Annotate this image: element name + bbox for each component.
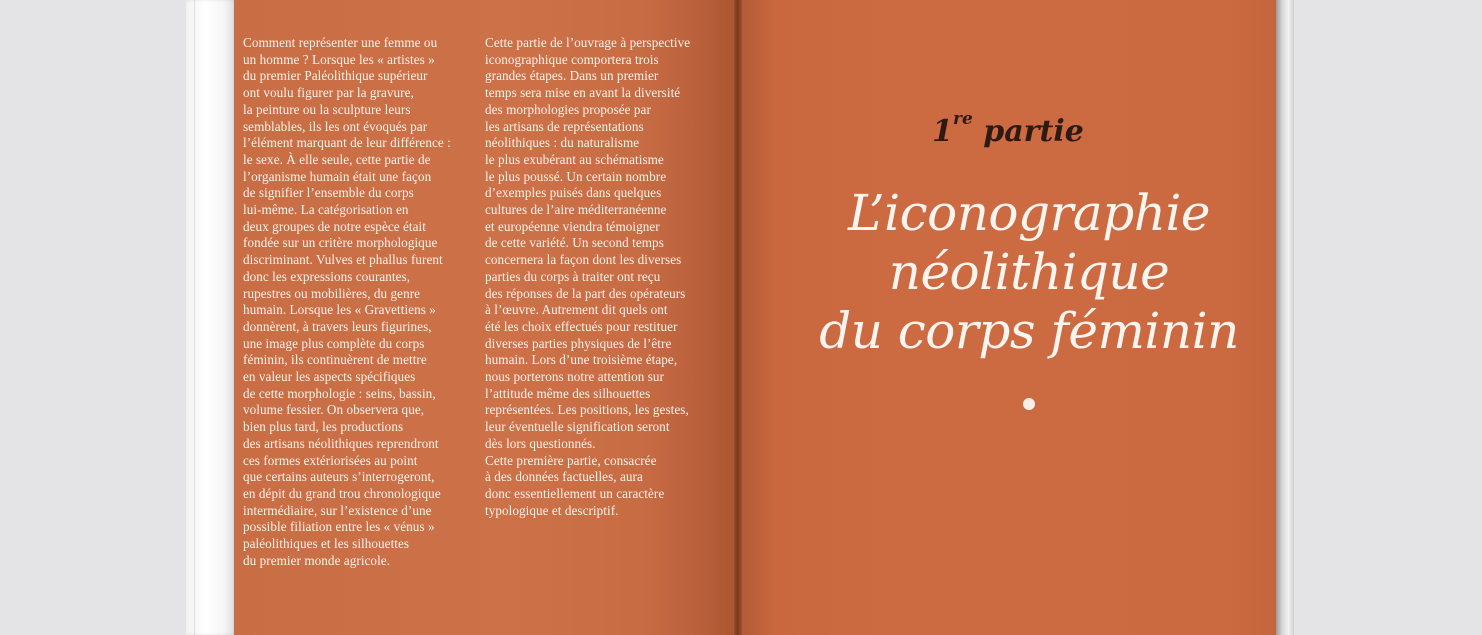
paragraph-line: humain. Lorsque les « Gravettiens »	[243, 302, 436, 318]
paragraph-line: représentées. Les positions, les gestes,	[485, 402, 689, 418]
paragraph-line: paléolithiques et les silhouettes	[243, 536, 410, 552]
chapter-title-line: du corps féminin	[819, 302, 1239, 360]
paragraph-line: une image plus complète du corps	[243, 335, 425, 351]
paragraph-line: possible filiation entre les « vénus »	[243, 519, 435, 535]
paragraph-line: bien plus tard, les productions	[243, 419, 404, 435]
paragraph-line: deux groupes de notre espèce était	[243, 218, 426, 234]
paragraph-line: à des données factuelles, aura	[485, 469, 643, 485]
part-number: 1	[932, 114, 954, 149]
part-word: partie	[972, 114, 1084, 149]
paragraph-line: donc essentiellement un caractère	[485, 485, 665, 501]
paragraph-line: donnèrent, à travers leurs figurines,	[243, 318, 432, 334]
paragraph-line: semblables, ils les ont évoqués par	[243, 118, 428, 134]
chapter-title	[738, 184, 1320, 361]
ornament-dot	[1023, 398, 1035, 410]
paragraph-line: ces formes extériorisées au point	[243, 452, 418, 468]
chapter-title-line: L’iconographie	[847, 184, 1211, 242]
paragraph-line: donc les expressions courantes,	[243, 268, 411, 284]
paragraph-line: leur éventuelle signification seront	[485, 419, 670, 435]
paragraph-line: cultures de l’aire méditerranéenne	[485, 202, 667, 218]
paragraph-line: des morphologies proposée par	[485, 101, 651, 117]
paragraph-line: été les choix effectués pour restituer	[485, 318, 678, 334]
paragraph-line: des réponses de la part des opérateurs	[485, 285, 686, 301]
paragraph-line: typologique et descriptif.	[485, 502, 619, 518]
paragraph-line: l’organisme humain était une façon	[243, 168, 432, 184]
paragraph-line: de cette morphologie : seins, bassin,	[243, 385, 436, 401]
paragraph-line: Cette partie de l’ouvrage à perspective	[485, 35, 691, 50]
paragraph-line: de signifier l’ensemble du corps	[243, 185, 414, 201]
chapter-title-line: néolithique	[888, 243, 1170, 301]
paragraph-line: néolithiques : du naturalisme	[485, 135, 640, 151]
paragraph-line: et européenne viendra témoigner	[485, 218, 660, 234]
paragraph-line: ont voulu figurer par la gravure,	[243, 85, 414, 101]
paragraph-line: la peinture ou la sculpture leurs	[243, 101, 411, 117]
paragraph-line: en dépit du grand trou chronologique	[243, 485, 441, 501]
paragraph-line: volume fessier. On observera que,	[243, 402, 425, 418]
paragraph-line: le plus exubérant au schématisme	[485, 151, 664, 167]
paragraph-line: parties du corps à traiter ont reçu	[485, 268, 661, 284]
paragraph-line: à l’œuvre. Autrement dit quels ont	[485, 302, 668, 318]
paragraph-line: dès lors questionnés.	[485, 435, 596, 451]
paragraph-line: l’attitude même des silhouettes	[485, 385, 651, 401]
paragraph-line: le plus poussé. Un certain nombre	[485, 168, 667, 184]
paragraph-line: intermédiaire, sur l’existence d’une	[243, 502, 432, 518]
paragraph-line: temps sera mise en avant la diversité	[485, 85, 681, 101]
part-superscript: re	[953, 109, 973, 129]
paragraph-line: Cette première partie, consacrée	[485, 452, 657, 468]
paragraph-line: concernera la façon dont les diverses	[485, 252, 682, 268]
paragraph-line: un homme ? Lorsque les « artistes »	[243, 51, 435, 67]
paragraph-line: du premier Paléolithique supérieur	[243, 68, 428, 84]
paragraph-line: grandes étapes. Dans un premier	[485, 68, 659, 84]
paragraph-line: le sexe. À elle seule, cette partie de	[243, 151, 431, 167]
part-label	[738, 109, 1278, 149]
paragraph-line: féminin, ils continuèrent de mettre	[243, 352, 427, 368]
paragraph-line: en valeur les aspects spécifiques	[243, 369, 416, 385]
paragraph-line: iconographique comportera trois	[485, 51, 659, 67]
paragraph-line: d’exemples puisés dans quelques	[485, 185, 662, 201]
left-page-text-column-2	[485, 35, 725, 519]
paragraph-line: que certains auteurs s’interrogeront,	[243, 469, 435, 485]
paragraph-line: des artisans néolithiques reprendront	[243, 435, 439, 451]
left-page-stack-edge	[186, 0, 236, 635]
paragraph-line: de cette variété. Un second temps	[485, 235, 664, 251]
paragraph-line: humain. Lors d’une troisième étape,	[485, 352, 678, 368]
paragraph-line: lui-même. La catégorisation en	[243, 202, 409, 218]
paragraph-line: fondée sur un critère morphologique	[243, 235, 438, 251]
paragraph-line: les artisans de représentations	[485, 118, 644, 134]
paragraph-line: rupestres ou mobilières, du genre	[243, 285, 421, 301]
paragraph-line: l’élément marquant de leur différence :	[243, 135, 451, 151]
left-page-text-column-1	[243, 35, 483, 570]
paragraph-line: nous porterons notre attention sur	[485, 369, 664, 385]
paragraph-line: du premier monde agricole.	[243, 552, 391, 568]
paragraph-line: Comment représenter une femme ou	[243, 35, 438, 50]
paragraph-line: discriminant. Vulves et phallus furent	[243, 252, 443, 268]
paragraph-line: diverses parties physiques de l’être	[485, 335, 672, 351]
